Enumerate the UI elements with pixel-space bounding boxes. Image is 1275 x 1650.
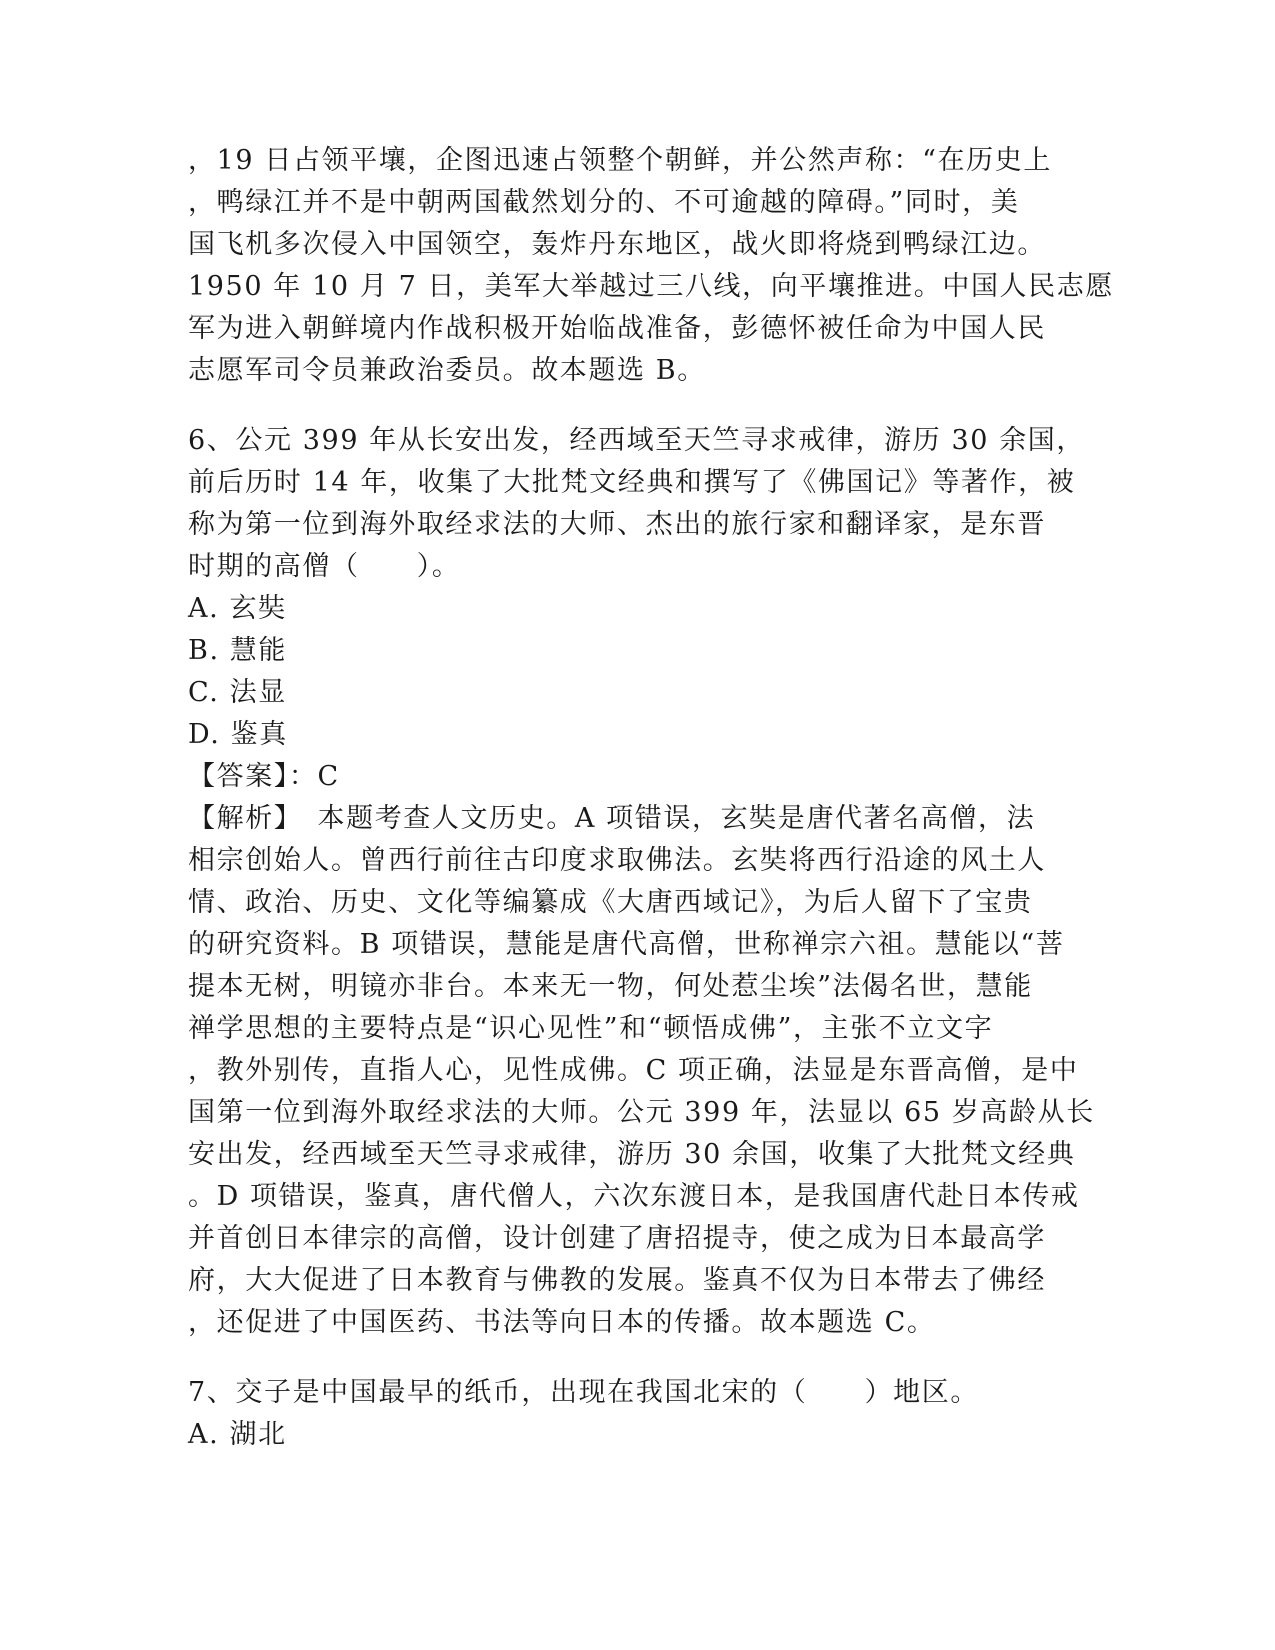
option-b: B. 慧能 [188,635,288,666]
analysis-line: 国第一位到海外取经求法的大师。公元 399 年，法显以 65 岁高龄从长 [188,1097,1095,1128]
analysis-line: 国飞机多次侵入中国领空，轰炸丹东地区，战火即将烧到鸭绿江边。 [188,229,1046,260]
analysis-line: 安出发，经西域至天竺寻求戒律，游历 30 余国，收集了大批梵文经典 [188,1139,1076,1170]
analysis-line: 相宗创始人。曾西行前往古印度求取佛法。玄奘将西行沿途的风土人 [188,845,1046,876]
question-stem-line: 时期的高僧（ ）。 [188,551,461,582]
question-stem-line: 称为第一位到海外取经求法的大师、杰出的旅行家和翻译家，是东晋 [188,509,1046,540]
analysis-line: ，教外别传，直指人心，见性成佛。C 项正确，法显是东晋高僧，是中 [188,1055,1079,1086]
answer-line: 【答案】：C [188,761,340,792]
analysis-line: 军为进入朝鲜境内作战积极开始临战准备，彭德怀被任命为中国人民 [188,313,1046,344]
question-stem-line: 前后历时 14 年，收集了大批梵文经典和撰写了《佛国记》等著作，被 [188,467,1076,498]
analysis-line: 【解析】 本题考查人文历史。A 项错误，玄奘是唐代著名高僧，法 [188,803,1036,834]
question-stem-line: 7、交子是中国最早的纸币，出现在我国北宋的（ ）地区。 [188,1377,979,1408]
analysis-line: 提本无树，明镜亦非台。本来无一物，何处惹尘埃”法偈名世，慧能 [188,971,1033,1002]
question-stem-line: 6、公元 399 年从长安出发，经西域至天竺寻求戒律，游历 30 余国， [188,425,1085,456]
analysis-line: ，还促进了中国医药、书法等向日本的传播。故本题选 C。 [188,1307,936,1338]
option-a: A. 湖北 [188,1419,287,1450]
analysis-line: 情、政治、历史、文化等编纂成《大唐西域记》，为后人留下了宝贵 [188,887,1033,918]
option-c: C. 法显 [188,677,287,708]
analysis-line: ，鸭绿江并不是中朝两国截然划分的、不可逾越的障碍。”同时，美 [188,187,1020,218]
analysis-line: 的研究资料。B 项错误，慧能是唐代高僧，世称禅宗六祖。慧能以“菩 [188,929,1065,960]
analysis-line: 。D 项错误，鉴真，唐代僧人，六次东渡日本，是我国唐代赴日本传戒 [188,1181,1080,1212]
analysis-line: 府，大大促进了日本教育与佛教的发展。鉴真不仅为日本带去了佛经 [188,1265,1046,1296]
option-a: A. 玄奘 [188,593,287,624]
analysis-line: ，19 日占领平壤，企图迅速占领整个朝鲜，并公然声称：“在历史上 [188,145,1052,176]
analysis-line: 志愿军司令员兼政治委员。故本题选 B。 [188,355,706,386]
analysis-line: 1950 年 10 月 7 日，美军大举越过三八线，向平壤推进。中国人民志愿 [188,271,1114,302]
analysis-line: 并首创日本律宗的高僧，设计创建了唐招提寺，使之成为日本最高学 [188,1223,1046,1254]
analysis-line: 禅学思想的主要特点是“识心见性”和“顿悟成佛”，主张不立文字 [188,1013,994,1044]
option-d: D. 鉴真 [188,719,288,750]
